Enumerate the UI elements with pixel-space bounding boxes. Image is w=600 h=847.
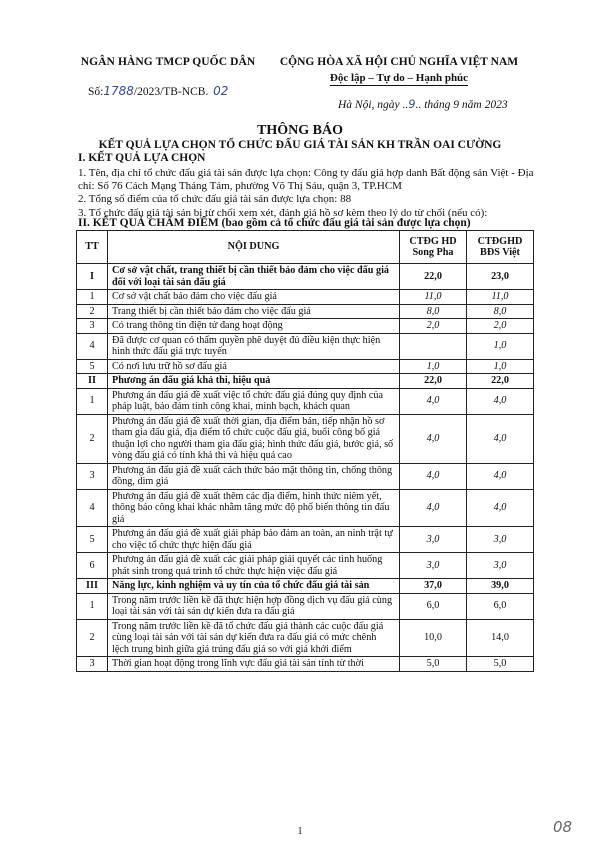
row-score-bds-viet: 39,0 <box>467 579 534 594</box>
row-score-bds-viet: 1,0 <box>467 333 534 359</box>
table-row <box>77 579 534 594</box>
row-tt: I <box>77 264 108 290</box>
row-tt: II <box>77 374 108 389</box>
row-content: Năng lực, kinh nghiệm và uy tín của tổ chức đấu giá tài sản <box>108 579 400 594</box>
table-row <box>77 489 534 527</box>
table-row <box>77 304 534 319</box>
national-header <box>268 56 530 86</box>
row-score-song-pha: 4,0 <box>400 489 467 527</box>
row-score-song-pha: 4,0 <box>400 463 467 489</box>
row-score-song-pha: 22,0 <box>400 264 467 290</box>
table-row <box>77 264 534 290</box>
row-tt: 4 <box>77 333 108 359</box>
row-score-bds-viet: 4,0 <box>467 463 534 489</box>
total-score-paragraph: 2. Tổng số điểm của tổ chức đấu giá tài sản được lựa chọn: 88 <box>78 193 352 205</box>
row-content: Thời gian hoạt động trong lĩnh vực đấu giá tài sản tính từ thời <box>108 657 400 672</box>
row-content: Cơ sở vật chất bảo đảm cho việc đấu giá <box>108 290 400 305</box>
date-handwritten: 9 <box>408 97 416 111</box>
header-tt: TT <box>77 231 108 264</box>
handwritten-initials: 08 <box>553 818 573 836</box>
row-tt: 2 <box>77 619 108 657</box>
row-content: Trong năm trước liền kề đã tổ chức đấu giá thành các cuộc đấu giá cùng loại tài sản với tài sản dự kiến đưa ra đấu giá có mức chênh lệch trung bình giữa giá trúng đấu giá so với giá khởi điểm <box>108 619 400 657</box>
row-tt: 5 <box>77 527 108 553</box>
row-score-song-pha: 8,0 <box>400 304 467 319</box>
row-score-bds-viet: 8,0 <box>467 304 534 319</box>
row-content: Phương án đấu giá đề xuất thời gian, địa điểm bán, tiếp nhận hồ sơ tham gia đấu giá, địa điểm tổ chức cuộc đấu giá, buổi công bố giá thuận lợi cho người tham gia đấu giá; hình thức đấu giá, bước giá, số vòng đấu giá có tính khả thi và hiệu quả cao <box>108 414 400 463</box>
doc-no-handwritten: 1788 <box>103 84 134 98</box>
row-score-bds-viet: 2,0 <box>467 319 534 334</box>
row-tt: III <box>77 579 108 594</box>
table-row <box>77 414 534 463</box>
table-row <box>77 657 534 672</box>
row-score-song-pha: 1,0 <box>400 359 467 374</box>
header-content: NỘI DUNG <box>108 231 400 264</box>
row-tt: 2 <box>77 414 108 463</box>
row-score-bds-viet: 4,0 <box>467 489 534 527</box>
selected-organization-paragraph: 1. Tên, địa chỉ tổ chức đấu giá tài sản được lựa chọn: Công ty đấu giá hợp danh Bất động sản Việt - Địa chỉ: Số 76 Cách Mạng Tháng Tám, phường Võ Thị Sáu, quận 3, TP.HCM <box>78 167 534 192</box>
table-row <box>77 319 534 334</box>
table-row <box>77 553 534 579</box>
document-date <box>338 97 508 111</box>
row-tt: 3 <box>77 319 108 334</box>
header-song-pha: CTĐG HD Song Pha <box>400 231 467 264</box>
row-tt: 6 <box>77 553 108 579</box>
row-content: Trong năm trước liền kề đã thực hiện hợp đồng dịch vụ đấu giá cùng loại tài sản với tài sản dự kiến đưa ra đấu giá <box>108 593 400 619</box>
row-score-bds-viet: 3,0 <box>467 527 534 553</box>
row-tt: 1 <box>77 290 108 305</box>
row-score-song-pha: 2,0 <box>400 319 467 334</box>
row-tt: 1 <box>77 593 108 619</box>
row-score-bds-viet: 5,0 <box>467 657 534 672</box>
table-row <box>77 290 534 305</box>
row-content: Phương án đấu giá đề xuất việc tổ chức đấu giá đúng quy định của pháp luật, bảo đảm tính công khai, minh bạch, khách quan <box>108 388 400 414</box>
row-score-song-pha: 22,0 <box>400 374 467 389</box>
row-score-bds-viet: 6,0 <box>467 593 534 619</box>
row-score-song-pha: 3,0 <box>400 553 467 579</box>
bank-name: NGÂN HÀNG TMCP QUỐC DÂN <box>80 56 256 68</box>
row-tt: 3 <box>77 657 108 672</box>
table-row <box>77 388 534 414</box>
table-row <box>77 527 534 553</box>
table-row <box>77 359 534 374</box>
table-row <box>77 463 534 489</box>
doc-no-handwritten-2: . 02 <box>205 84 229 98</box>
document-number <box>78 84 258 98</box>
row-score-bds-viet: 11,0 <box>467 290 534 305</box>
row-score-song-pha: 5,0 <box>400 657 467 672</box>
row-score-bds-viet: 14,0 <box>467 619 534 657</box>
row-score-song-pha: 6,0 <box>400 593 467 619</box>
table-row <box>77 374 534 389</box>
doc-no-prefix: Số: <box>88 86 104 98</box>
table-row <box>77 619 534 657</box>
row-tt: 5 <box>77 359 108 374</box>
rejected-organizations-paragraph: 3. Tổ chức đấu giá tài sản bị từ chối xem xét, đánh giá hồ sơ kèm theo lý do từ chối (nếu có): <box>78 207 488 219</box>
row-score-song-pha: 4,0 <box>400 414 467 463</box>
row-score-song-pha: 3,0 <box>400 527 467 553</box>
row-tt: 1 <box>77 388 108 414</box>
national-motto: Độc lập – Tự do – Hạnh phúc <box>329 72 469 84</box>
row-score-bds-viet: 3,0 <box>467 553 534 579</box>
row-score-bds-viet: 22,0 <box>467 374 534 389</box>
doc-no-suffix: /2023/TB-NCB <box>133 86 206 98</box>
row-content: Phương án đấu giá đề xuất các giải pháp giải quyết các tình huống phát sinh trong quá trình tổ chức thực hiện việc đấu giá <box>108 553 400 579</box>
row-content: Phương án đấu giá đề xuất giải pháp bảo đảm an toàn, an ninh trật tự cho việc tổ chức thực hiện đấu giá <box>108 527 400 553</box>
row-content: Phương án đấu giá khả thi, hiệu quả <box>108 374 400 389</box>
row-content: Có trang thông tin điện tử đang hoạt động <box>108 319 400 334</box>
row-score-song-pha: 37,0 <box>400 579 467 594</box>
row-content: Cơ sở vật chất, trang thiết bị cần thiết bảo đảm cho việc đấu giá đối với loại tài sản đấu giá <box>108 264 400 290</box>
nation-name: CỘNG HÒA XÃ HỘI CHỦ NGHĨA VIỆT NAM <box>279 56 519 68</box>
issuer-block <box>78 56 258 98</box>
notice-subtitle: KẾT QUẢ LỰA CHỌN TỔ CHỨC ĐẤU GIÁ TÀI SẢN KH TRẦN OAI CƯỜNG <box>98 139 502 151</box>
row-score-bds-viet: 23,0 <box>467 264 534 290</box>
row-score-song-pha: 11,0 <box>400 290 467 305</box>
table-row <box>77 593 534 619</box>
row-score-song-pha <box>400 333 467 359</box>
page-number: 1 <box>297 826 303 837</box>
table-header-row <box>77 231 534 264</box>
row-score-bds-viet: 4,0 <box>467 414 534 463</box>
score-table <box>76 230 534 672</box>
row-content: Trang thiết bị cần thiết bảo đảm cho việc đấu giá <box>108 304 400 319</box>
header-bds-viet: CTĐGHD BĐS Việt <box>467 231 534 264</box>
row-content: Phương án đấu giá đề xuất cách thức bảo mật thông tin, chống thông đồng, dìm giá <box>108 463 400 489</box>
score-table-body <box>77 264 534 672</box>
row-score-song-pha: 4,0 <box>400 388 467 414</box>
row-score-song-pha: 10,0 <box>400 619 467 657</box>
date-suffix: .. tháng 9 năm 2023 <box>415 99 508 111</box>
row-content: Đã được cơ quan có thẩm quyền phê duyệt đủ điều kiện thực hiện hình thức đấu giá trực tuyến <box>108 333 400 359</box>
section-2-heading: II. KẾT QUẢ CHẤM ĐIỂM (bao gồm cả tổ chức đấu giá tài sản được lựa chọn) <box>78 217 471 229</box>
section-1-heading: I. KẾT QUẢ LỰA CHỌN <box>78 152 206 164</box>
table-row <box>77 333 534 359</box>
date-prefix: Hà Nội, ngày .. <box>338 99 409 111</box>
row-content: Có nơi lưu trữ hồ sơ đấu giá <box>108 359 400 374</box>
row-content: Phương án đấu giá đề xuất thêm các địa điểm, hình thức niêm yết, thông báo công khai khác nhằm tăng mức độ phổ biến thông tin đấu giá <box>108 489 400 527</box>
row-score-bds-viet: 1,0 <box>467 359 534 374</box>
row-tt: 3 <box>77 463 108 489</box>
notice-title: THÔNG BÁO <box>257 123 343 138</box>
row-tt: 4 <box>77 489 108 527</box>
row-tt: 2 <box>77 304 108 319</box>
row-score-bds-viet: 4,0 <box>467 388 534 414</box>
